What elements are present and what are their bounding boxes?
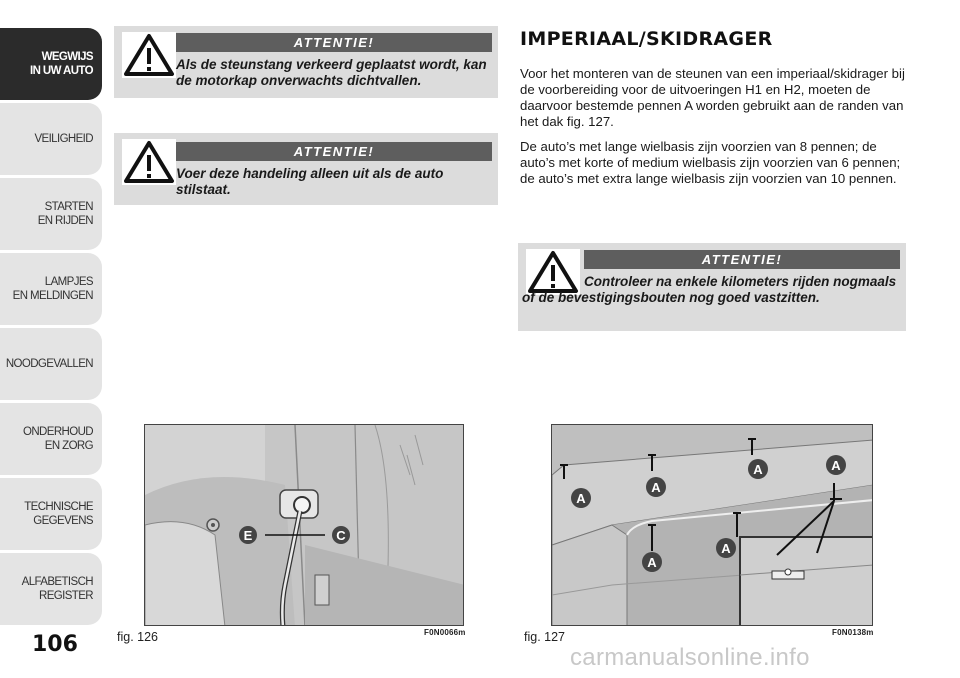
tab-label: VEILIGHEID	[34, 133, 93, 145]
tab-register[interactable]	[0, 553, 102, 625]
warning-header: ATTENTIE!	[176, 142, 492, 161]
marker-c: C	[336, 528, 346, 543]
marker-a-6	[716, 538, 736, 558]
svg-text:A: A	[831, 458, 841, 473]
warning-header: ATTENTIE!	[176, 33, 492, 52]
figure-127-code: F0N0138m	[832, 628, 874, 637]
section-title: IMPERIAAL/SKIDRAGER	[520, 28, 773, 50]
warning-header: ATTENTIE!	[584, 250, 900, 269]
figure-127-caption: fig. 127	[524, 630, 566, 644]
tab-veiligheid[interactable]	[0, 103, 102, 175]
svg-text:A: A	[647, 555, 657, 570]
warning-triangle-icon	[122, 139, 176, 185]
marker-a-3	[748, 459, 768, 479]
hood-strut-illustration	[145, 425, 464, 626]
marker-a-2	[646, 477, 666, 497]
roof-rack-pins-illustration	[552, 425, 873, 626]
paragraph-2: De auto’s met lange wielbasis zijn voorzien van 8 pennen; de auto’s met korte of medium wielbasis zijn voorzien van 6 pennen; de auto’s met extra lange wielbasis zijn voorzien van 10 pennen.	[520, 139, 901, 186]
watermark: carmanualsonline.info	[570, 644, 810, 671]
tab-technische[interactable]	[0, 478, 102, 550]
svg-text:A: A	[753, 462, 763, 477]
tab-label: WEGWIJS IN UW AUTO	[30, 51, 93, 77]
warning-triangle-icon	[122, 32, 176, 78]
side-tabs	[0, 28, 102, 628]
marker-a-5	[642, 552, 662, 572]
marker-a-1	[571, 488, 591, 508]
paragraph-1: Voor het monteren van de steunen van een imperiaal/skidrager bij de voorbereiding voor de uitvoeringen H1 en H2, moeten de daarvoor bestemde pennen A worden gebruikt aan de randen van het dak fig. 127.	[520, 66, 905, 129]
page-number: 106	[32, 632, 78, 657]
warning-text: Voer deze handeling alleen uit als de auto stilstaat.	[176, 166, 444, 197]
warning-box-1	[114, 26, 498, 98]
tab-lampjes[interactable]	[0, 253, 102, 325]
warning-text: Als de steunstang verkeerd geplaatst wordt, kan de motorkap onverwachts dichtvallen.	[176, 57, 487, 88]
svg-text:A: A	[721, 541, 731, 556]
marker-e: E	[243, 528, 253, 543]
tab-noodgevallen[interactable]	[0, 328, 102, 400]
tab-label: NOODGEVALLEN	[5, 358, 93, 370]
tab-label: STARTEN EN RIJDEN	[37, 201, 93, 227]
warning-box-3	[518, 243, 906, 331]
tab-label: ONDERHOUD EN ZORG	[23, 426, 93, 452]
svg-text:A: A	[651, 480, 661, 495]
warning-text: Controleer na enkele kilometers rijden nogmaals of de bevestigingsbouten nog goed vastzitten.	[522, 274, 897, 305]
tab-label: ALFABETISCH REGISTER	[21, 576, 93, 602]
warning-box-2	[114, 133, 498, 205]
tab-onderhoud[interactable]	[0, 403, 102, 475]
svg-text:A: A	[576, 491, 586, 506]
figure-126-caption: fig. 126	[117, 630, 159, 644]
marker-a-4	[826, 455, 846, 475]
figure-127-image	[551, 424, 873, 626]
figure-126-image	[144, 424, 464, 626]
figure-126-code: F0N0066m	[424, 628, 466, 637]
tab-label: LAMPJES EN MELDINGEN	[12, 276, 93, 302]
tab-label: TECHNISCHE GEGEVENS	[24, 501, 93, 527]
tab-starten[interactable]	[0, 178, 102, 250]
tab-wegwijs[interactable]	[0, 28, 102, 100]
